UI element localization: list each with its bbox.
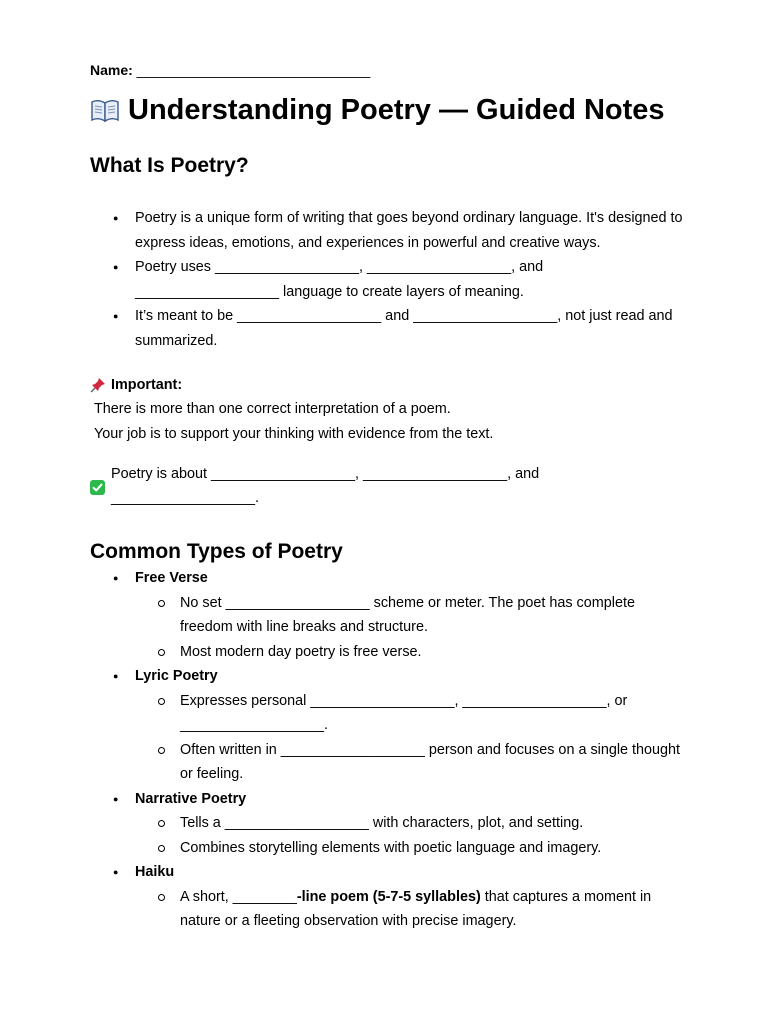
poetry-types-list: [90, 566, 690, 934]
important-line: Your job is to support your thinking with evidence from the text.: [94, 425, 494, 442]
check-mark-button-icon: [90, 479, 105, 494]
important-heading: [90, 375, 690, 395]
page-title-row: [90, 90, 690, 130]
haiku-text-post: that captures a moment in nature or a fleeting observation with precise imagery.: [180, 888, 652, 929]
page-title: Understanding Poetry — Guided Notes: [128, 94, 665, 126]
common-types-section: [90, 538, 690, 934]
type-details: [135, 689, 690, 787]
poetry-is-about-text: Poetry is about __________________, __________________, and __________________.: [111, 466, 540, 506]
haiku-text-pre: A short, ________: [180, 888, 297, 905]
type-name: Haiku: [135, 864, 175, 880]
section-heading-what-is-poetry: What Is Poetry?: [90, 154, 249, 177]
sub-list-item: Most modern day poetry is free verse.: [135, 640, 690, 665]
sub-list-item: Tells a __________________ with characters, plot, and setting.: [135, 811, 690, 836]
name-blank: ______________________________: [132, 62, 371, 78]
pushpin-icon: [90, 377, 106, 393]
open-book-icon: [90, 95, 120, 125]
list-item: ● Poetry is a unique form of writing that goes beyond ordinary language. It's designed to express ideas, emotions, and experiences in powerful and creative ways.: [90, 206, 690, 255]
important-line: There is more than one correct interpretation of a poem.: [94, 401, 451, 417]
haiku-text-bold: -line poem (5-7-5 syllables): [296, 888, 481, 905]
section-heading-common-types: Common Types of Poetry: [90, 540, 343, 563]
type-details: [135, 591, 690, 665]
poetry-type-haiku: [90, 860, 690, 934]
poetry-type-narrative: [90, 787, 690, 861]
sub-list-item: Often written in __________________ person and focuses on a single thought or feeling.: [135, 738, 690, 787]
poetry-is-about-line: [90, 462, 690, 510]
sub-list-item: [135, 885, 690, 934]
poetry-type-lyric: [90, 664, 690, 787]
list-item: ● It’s meant to be __________________ and __________________, not just read and summarized.: [90, 304, 690, 353]
type-details: [135, 811, 690, 860]
type-name: Narrative Poetry: [135, 790, 247, 807]
what-is-poetry-list: [90, 206, 690, 353]
type-name: Free Verse: [135, 570, 208, 586]
sub-list-item: No set __________________ scheme or meter. The poet has complete freedom with line breaks and structure.: [135, 591, 690, 640]
important-text: [90, 397, 690, 446]
name-label: Name:: [90, 62, 133, 78]
important-label: Important:: [111, 377, 183, 393]
sub-list-item: Expresses personal __________________, __________________, or __________________.: [135, 689, 690, 738]
important-callout: [90, 375, 690, 446]
list-item: ● Poetry uses __________________, __________________, and __________________ language to create layers of meaning.: [90, 255, 690, 304]
what-is-poetry-section: [90, 152, 690, 510]
document-page: [90, 58, 690, 960]
type-details: [135, 885, 690, 934]
sub-list-item: Combines storytelling elements with poetic language and imagery.: [135, 836, 690, 861]
poetry-type-free-verse: [90, 566, 690, 664]
type-name: Lyric Poetry: [135, 668, 218, 684]
name-field-line: [90, 58, 690, 82]
